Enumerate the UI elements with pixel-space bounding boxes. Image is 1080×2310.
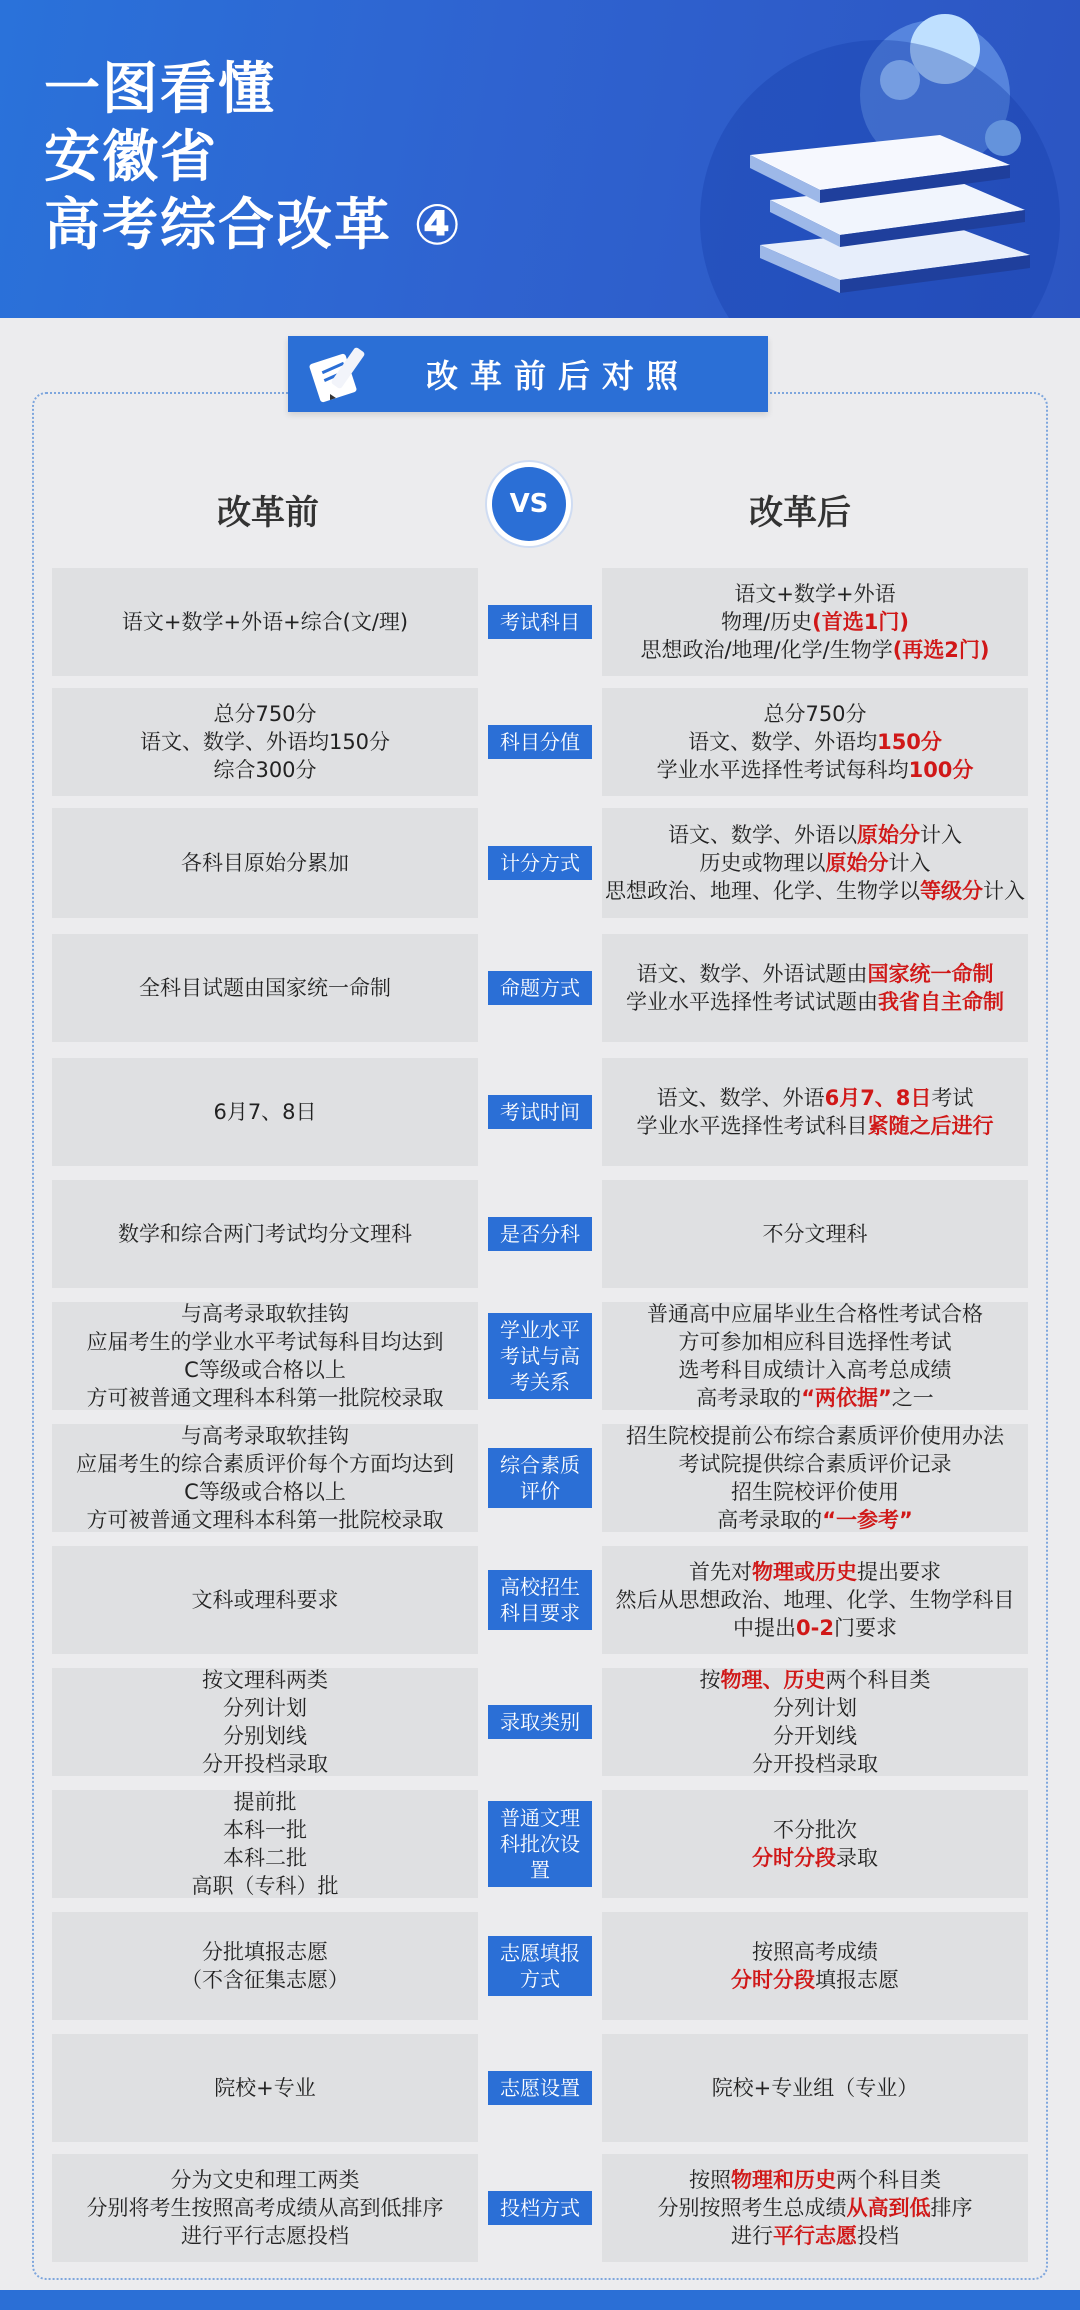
before-line: 文科或理科要求 xyxy=(191,1588,339,1612)
highlight-text: 6月7、8日 xyxy=(824,1086,932,1110)
highlight-text: “一参考” xyxy=(822,1508,913,1532)
before-cell xyxy=(52,568,478,676)
plain-text: 学业水平选择性考试试题由 xyxy=(626,990,878,1014)
before-line: 应届考生的学业水平考试每科目均达到 xyxy=(86,1330,444,1354)
after-line xyxy=(657,1084,974,1112)
plain-text: 学业水平选择性考试科目 xyxy=(636,1114,868,1138)
plain-text: 招生院校提前公布综合素质评价使用办法 xyxy=(626,1424,1004,1448)
banner-title: 改革前后对照 xyxy=(425,357,690,395)
after-line xyxy=(731,2222,899,2250)
before-line: 按文理科两类 xyxy=(202,1668,328,1692)
before-line: 各科目原始分累加 xyxy=(181,851,349,875)
after-cell xyxy=(602,1668,1028,1776)
plain-text: 分开划线 xyxy=(773,1724,857,1748)
highlight-text: 100分 xyxy=(908,758,974,782)
after-line xyxy=(626,988,1004,1016)
plain-text: 然后从思想政治、地理、化学、生物学科目 xyxy=(615,1588,1015,1612)
after-line xyxy=(605,877,1025,905)
plain-text: 不分批次 xyxy=(773,1818,857,1842)
plain-text: 计入 xyxy=(920,823,962,847)
plain-text: 院校+专业组（专业） xyxy=(711,2076,919,2100)
after-line xyxy=(731,1478,899,1506)
comparison-row xyxy=(52,1668,1028,1776)
after-line xyxy=(700,1666,931,1694)
plain-text: 高考录取的 xyxy=(717,1508,823,1532)
after-line xyxy=(679,1328,952,1356)
plain-text: 之一 xyxy=(891,1386,934,1410)
plain-text: 总分750分 xyxy=(763,702,867,726)
comparison-row xyxy=(52,688,1028,796)
row-label: 是否分科 xyxy=(488,1217,592,1251)
after-line xyxy=(696,1384,934,1412)
plain-text: 普通高中应届毕业生合格性考试合格 xyxy=(647,1302,983,1326)
before-cell xyxy=(52,1668,478,1776)
highlight-text: 原始分 xyxy=(825,851,889,875)
notepad-pen-icon xyxy=(308,342,378,406)
title-line-1: 一图看懂 xyxy=(44,57,276,122)
column-after-heading: 改革后 xyxy=(749,493,851,533)
after-line xyxy=(616,1586,1015,1614)
before-cell xyxy=(52,1912,478,2020)
before-line: （不含征集志愿） xyxy=(181,1968,349,1992)
plain-text: 学业水平选择性考试每科均 xyxy=(656,758,909,782)
plain-text: 方可参加相应科目选择性考试 xyxy=(678,1330,952,1354)
plain-text: 提出要求 xyxy=(857,1560,941,1584)
before-cell xyxy=(52,1302,478,1410)
row-label: 命题方式 xyxy=(488,971,592,1005)
after-cell xyxy=(602,1180,1028,1288)
after-line xyxy=(658,2194,973,2222)
row-label: 考试科目 xyxy=(488,605,592,639)
after-line xyxy=(637,1112,994,1140)
comparison-row xyxy=(52,1546,1028,1654)
plain-text: 计入 xyxy=(888,851,931,875)
after-cell xyxy=(602,2034,1028,2142)
after-cell xyxy=(602,1302,1028,1410)
title-line-3: 高考综合改革 ④ xyxy=(44,193,463,258)
after-line xyxy=(700,849,931,877)
after-line xyxy=(752,1938,878,1966)
before-line: 分别划线 xyxy=(223,1724,307,1748)
plain-text: 计入 xyxy=(983,879,1025,903)
before-line: 方可被普通文理科本科第一批院校录取 xyxy=(86,1386,444,1410)
before-line: 语文、数学、外语均150分 xyxy=(139,730,391,754)
after-line xyxy=(773,1816,857,1844)
row-label: 普通文理 科批次设 置 xyxy=(488,1801,592,1887)
before-cell xyxy=(52,2034,478,2142)
after-cell xyxy=(602,568,1028,676)
highlight-text: 平行志愿 xyxy=(773,2224,857,2248)
row-label: 计分方式 xyxy=(488,846,592,880)
title-line-2: 安徽省 xyxy=(44,125,218,190)
highlight-text: 原始分 xyxy=(857,823,920,847)
after-cell xyxy=(602,2154,1028,2262)
after-line xyxy=(689,2166,941,2194)
plain-text: 语文、数学、外语均 xyxy=(688,730,878,754)
books-icon xyxy=(740,95,1040,295)
vs-badge: VS xyxy=(492,467,566,541)
after-cell xyxy=(602,688,1028,796)
highlight-text: 分时分段 xyxy=(731,1968,815,1992)
before-line: 进行平行志愿投档 xyxy=(181,2224,349,2248)
after-line xyxy=(763,1220,868,1248)
before-cell xyxy=(52,2154,478,2262)
before-cell xyxy=(52,934,478,1042)
comparison-row xyxy=(52,1912,1028,2020)
after-line xyxy=(734,580,895,608)
before-cell xyxy=(52,1180,478,1288)
before-line: 提前批 xyxy=(233,1790,297,1814)
before-cell xyxy=(52,1424,478,1532)
highlight-text: “两依据” xyxy=(801,1386,892,1410)
row-label: 考试时间 xyxy=(488,1095,592,1129)
plain-text: 分开投档录取 xyxy=(752,1752,878,1776)
highlight-text: 等级分 xyxy=(920,879,983,903)
before-line: 本科二批 xyxy=(223,1846,307,1870)
highlight-text: 分时分段 xyxy=(752,1846,836,1870)
after-cell xyxy=(602,1424,1028,1532)
plain-text: 语文、数学、外语以 xyxy=(668,823,857,847)
comparison-row xyxy=(52,1424,1028,1532)
plain-text: 考试院提供综合素质评价记录 xyxy=(678,1452,952,1476)
after-line xyxy=(679,1450,952,1478)
after-line xyxy=(679,1356,952,1384)
plain-text: 思想政治、地理、化学、生物学以 xyxy=(605,879,920,903)
plain-text: 分列计划 xyxy=(773,1696,857,1720)
after-line xyxy=(773,1694,857,1722)
plain-text: 历史或物理以 xyxy=(699,851,826,875)
plain-text: 考试 xyxy=(931,1086,974,1110)
comparison-row xyxy=(52,934,1028,1042)
after-line xyxy=(689,1558,941,1586)
before-line: C等级或合格以上 xyxy=(184,1358,346,1382)
plain-text: 高考录取的 xyxy=(696,1386,802,1410)
after-cell xyxy=(602,808,1028,918)
before-line: 分批填报志愿 xyxy=(202,1940,328,1964)
plain-text: 首先对 xyxy=(689,1560,752,1584)
comparison-row xyxy=(52,2034,1028,2142)
highlight-text: 紧随之后进行 xyxy=(867,1114,994,1138)
before-line: 分列计划 xyxy=(223,1696,307,1720)
row-label: 高校招生 科目要求 xyxy=(488,1570,592,1630)
before-line: 分别将考生按照高考成绩从高到低排序 xyxy=(86,2196,444,2220)
highlight-text: (再选2门) xyxy=(892,638,990,662)
before-cell xyxy=(52,1058,478,1166)
after-cell xyxy=(602,1546,1028,1654)
row-label: 录取类别 xyxy=(488,1705,592,1739)
highlight-text: 我省自主命制 xyxy=(878,990,1004,1014)
highlight-text: (首选1门) xyxy=(812,610,909,634)
after-line xyxy=(763,700,866,728)
footer-bar xyxy=(0,2290,1080,2310)
after-line xyxy=(668,821,962,849)
before-cell xyxy=(52,1546,478,1654)
plain-text: 语文+数学+外语 xyxy=(734,582,896,606)
plain-text: 两个科目类 xyxy=(825,1668,931,1692)
row-label: 学业水平 考试与高 考关系 xyxy=(488,1313,592,1399)
before-line: 6月7、8日 xyxy=(213,1100,317,1124)
before-line: 院校+专业 xyxy=(214,2076,316,2100)
plain-text: 思想政治/地理/化学/生物学 xyxy=(640,638,893,662)
plain-text: 门要求 xyxy=(833,1616,897,1640)
plain-text: 投档 xyxy=(857,2224,899,2248)
after-cell xyxy=(602,1790,1028,1898)
plain-text: 按照高考成绩 xyxy=(752,1940,878,1964)
comparison-row xyxy=(52,1058,1028,1166)
after-line xyxy=(640,636,989,664)
plain-text: 物理/历史 xyxy=(721,610,813,634)
row-label: 投档方式 xyxy=(488,2191,592,2225)
after-line xyxy=(688,728,942,756)
highlight-text: 国家统一命制 xyxy=(867,962,994,986)
before-line: 与高考录取软挂钩 xyxy=(181,1424,349,1448)
row-label: 志愿设置 xyxy=(488,2071,592,2105)
before-line: 总分750分 xyxy=(213,702,317,726)
after-line xyxy=(717,1506,913,1534)
plain-text: 分别按照考生总成绩 xyxy=(657,2196,847,2220)
plain-text: 中提出 xyxy=(733,1616,797,1640)
highlight-text: 物理、历史 xyxy=(720,1668,826,1692)
before-line: 应届考生的综合素质评价每个方面均达到 xyxy=(76,1452,454,1476)
plain-text: 填报志愿 xyxy=(815,1968,899,1992)
comparison-row xyxy=(52,808,1028,918)
after-line xyxy=(731,1966,899,1994)
plain-text: 选考科目成绩计入高考总成绩 xyxy=(678,1358,952,1382)
comparison-row xyxy=(52,2154,1028,2262)
after-cell xyxy=(602,1058,1028,1166)
after-line xyxy=(657,756,974,784)
after-line xyxy=(752,1844,878,1872)
plain-text: 语文、数学、外语试题由 xyxy=(636,962,868,986)
highlight-text: 物理或历史 xyxy=(752,1560,857,1584)
section-banner xyxy=(288,336,768,412)
before-line: 分开投档录取 xyxy=(202,1752,328,1776)
plain-text: 进行 xyxy=(731,2224,773,2248)
before-line: 全科目试题由国家统一命制 xyxy=(139,976,391,1000)
after-line xyxy=(733,1614,897,1642)
after-line xyxy=(721,608,909,636)
highlight-text: 150分 xyxy=(877,730,942,754)
plain-text: 录取 xyxy=(836,1846,878,1870)
comparison-row xyxy=(52,1302,1028,1410)
after-cell xyxy=(602,1912,1028,2020)
before-line: 与高考录取软挂钩 xyxy=(181,1302,349,1326)
column-before-heading: 改革前 xyxy=(217,493,319,533)
after-line xyxy=(647,1300,983,1328)
before-line: 高职（专科）批 xyxy=(191,1874,339,1898)
after-line xyxy=(752,1750,878,1778)
highlight-text: 物理和历史 xyxy=(731,2168,836,2192)
header-banner xyxy=(0,0,1080,318)
highlight-text: 0-2 xyxy=(796,1616,834,1640)
before-cell xyxy=(52,1790,478,1898)
before-cell xyxy=(52,808,478,918)
plain-text: 两个科目类 xyxy=(836,2168,941,2192)
after-line xyxy=(773,1722,857,1750)
after-line xyxy=(712,2074,919,2102)
before-line: 语文+数学+外语+综合(文/理) xyxy=(121,610,409,634)
row-label: 志愿填报 方式 xyxy=(488,1936,592,1996)
after-line xyxy=(637,960,994,988)
plain-text: 招生院校评价使用 xyxy=(731,1480,899,1504)
row-label: 综合素质 评价 xyxy=(488,1448,592,1508)
plain-text: 按 xyxy=(699,1668,721,1692)
before-line: 本科一批 xyxy=(223,1818,307,1842)
comparison-row xyxy=(52,1180,1028,1288)
plain-text: 按照 xyxy=(689,2168,731,2192)
before-cell xyxy=(52,688,478,796)
highlight-text: 从高到低 xyxy=(846,2196,931,2220)
plain-text: 不分文理科 xyxy=(762,1222,868,1246)
comparison-row xyxy=(52,568,1028,676)
row-label: 科目分值 xyxy=(488,725,592,759)
before-line: 数学和综合两门考试均分文理科 xyxy=(118,1222,412,1246)
after-line xyxy=(626,1422,1004,1450)
after-cell xyxy=(602,934,1028,1042)
before-line: C等级或合格以上 xyxy=(184,1480,346,1504)
plain-text: 排序 xyxy=(930,2196,973,2220)
before-line: 分为文史和理工两类 xyxy=(170,2168,360,2192)
before-line: 方可被普通文理科本科第一批院校录取 xyxy=(86,1508,444,1532)
comparison-row xyxy=(52,1790,1028,1898)
before-line: 综合300分 xyxy=(213,758,317,782)
plain-text: 语文、数学、外语 xyxy=(656,1086,825,1110)
